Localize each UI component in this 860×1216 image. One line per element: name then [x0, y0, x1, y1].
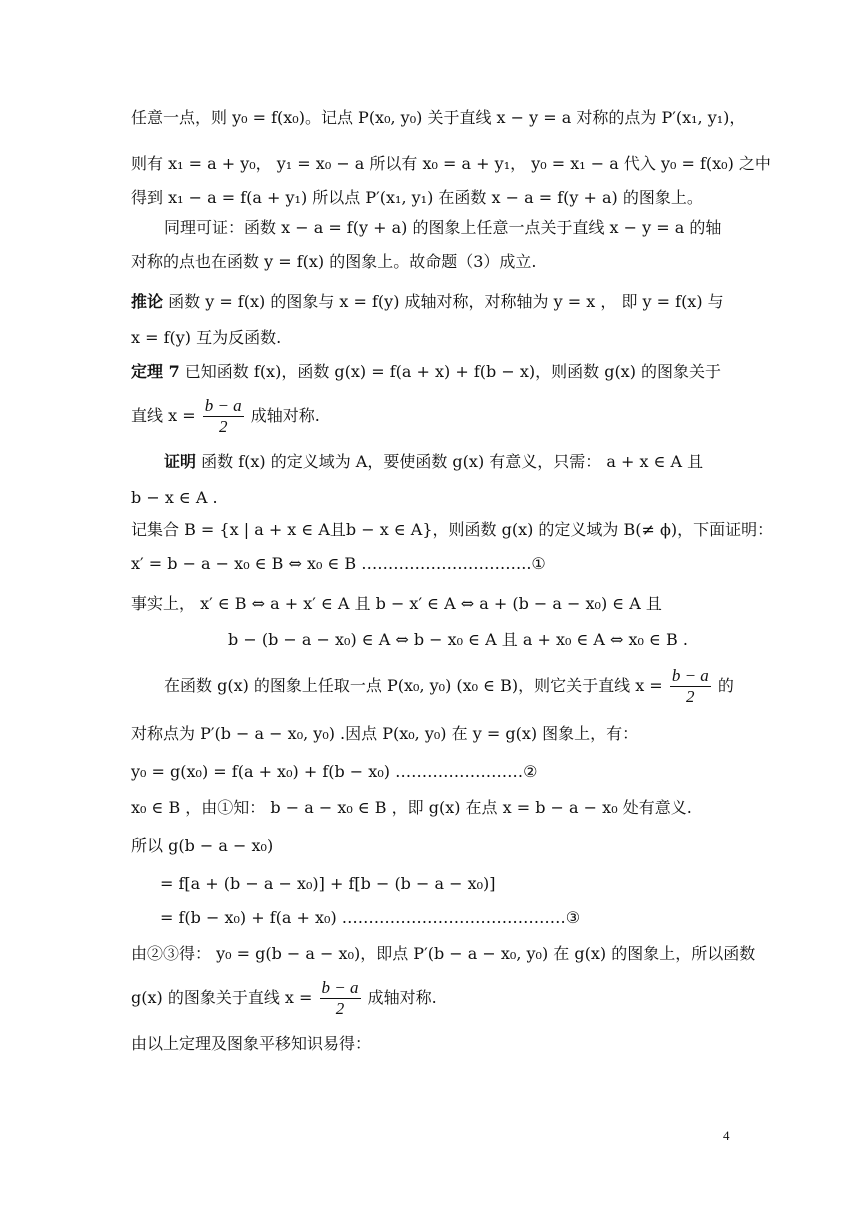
theorem-line [131, 360, 721, 384]
text-span: 的 [717, 676, 734, 695]
text-line: 对称的点也在函数 y = f(x) 的图象上。故命题（3）成立. [131, 252, 537, 271]
text-line: b − (b − a − x₀) ∈ A ⇔ b − x₀ ∈ A 且 a + x₀ ∈ A ⇔ x₀ ∈ B . [228, 630, 688, 649]
text-line: 由②③得： y₀ = g(b − a − x₀)，即点 P′(b − a − x₀, y₀) 在 g(x) 的图象上，所以函数 [131, 944, 756, 963]
text-span: 直线 x = [131, 406, 196, 425]
fraction-line [164, 666, 734, 707]
corollary-line [131, 290, 724, 314]
text-line: 同理可证：函数 x − a = f(y + a) 的图象上任意一点关于直线 x − y = a 的轴 [164, 218, 722, 237]
text-line: 记集合 B = {x | a + x ∈ A且b − x ∈ A}，则函数 g(x) 的定义域为 B(≠ ϕ)，下面证明： [131, 520, 774, 539]
text-line: 得到 x₁ − a = f(a + y₁) 所以点 P′(x₁, y₁) 在函数 x − a = f(y + a) 的图象上。 [131, 188, 703, 207]
text-span: 成轴对称. [367, 988, 437, 1007]
theorem-label: 定理 7 [131, 362, 180, 381]
fraction-numerator: b − a [671, 666, 709, 685]
proof-label: 证明 [164, 452, 197, 471]
text-span: g(x) 的图象关于直线 x = [131, 988, 313, 1007]
fraction-line [131, 396, 320, 437]
fraction [670, 666, 711, 707]
text-line: 任意一点，则 y₀ = f(x₀)。记点 P(x₀, y₀) 关于直线 x − y = a 对称的点为 P′(x₁, y₁)， [131, 108, 746, 127]
text-line: x₀ ∈ B ，由①知： b − a − x₀ ∈ B ，即 g(x) 在点 x = b − a − x₀ 处有意义. [131, 798, 692, 817]
fraction-line [131, 978, 437, 1019]
fraction [203, 396, 244, 437]
fraction [320, 978, 361, 1019]
fraction-denominator: 2 [686, 687, 695, 706]
fraction-numerator: b − a [321, 978, 359, 997]
fraction-denominator: 2 [218, 417, 228, 436]
text-span: 成轴对称. [250, 406, 320, 425]
text-line: 由以上定理及图象平移知识易得： [131, 1034, 372, 1053]
text-span: 函数 y = f(x) 的图象与 x = f(y) 成轴对称，对称轴为 y = x ， 即 y = f(x) 与 [163, 292, 724, 311]
text-line: = f[a + (b − a − x₀)] + f[b − (b − a − x₀)] [160, 874, 496, 893]
text-line: 所以 g(b − a − x₀) [131, 836, 274, 855]
text-line: = f(b − x₀) + f(a + x₀) ……………………………………③ [160, 908, 581, 927]
corollary-label: 推论 [131, 292, 164, 311]
text-line: 则有 x₁ = a + y₀， y₁ = x₀ − a 所以有 x₀ = a + y₁， y₀ = x₁ − a 代入 y₀ = f(x₀) 之中 [131, 154, 771, 173]
text-span: 已知函数 f(x)，函数 g(x) = f(a + x) + f(b − x)，则函数 g(x) 的图象关于 [179, 362, 722, 381]
text-line: y₀ = g(x₀) = f(a + x₀) + f(b − x₀) ……………………② [131, 762, 538, 781]
text-line: b − x ∈ A . [131, 488, 218, 507]
text-line: x = f(y) 互为反函数. [131, 328, 282, 347]
fraction-numerator: b − a [204, 396, 242, 415]
text-span: 在函数 g(x) 的图象上任取一点 P(x₀, y₀) (x₀ ∈ B)，则它关于直线 x = [164, 676, 663, 695]
text-line: 对称点为 P′(b − a − x₀, y₀) .因点 P(x₀, y₀) 在 y = g(x) 图象上，有： [131, 724, 639, 743]
text-line: x′ = b − a − x₀ ∈ B ⇔ x₀ ∈ B …………………………..① [131, 554, 546, 573]
proof-line [164, 450, 703, 474]
fraction-denominator: 2 [335, 999, 345, 1018]
page-number: 4 [723, 1128, 730, 1143]
text-line: 事实上， x′ ∈ B ⇔ a + x′ ∈ A 且 b − x′ ∈ A ⇔ a + (b − a − x₀) ∈ A 且 [131, 594, 662, 613]
text-span: 函数 f(x) 的定义域为 A，要使函数 g(x) 有意义，只需： a + x ∈ A 且 [196, 452, 704, 471]
